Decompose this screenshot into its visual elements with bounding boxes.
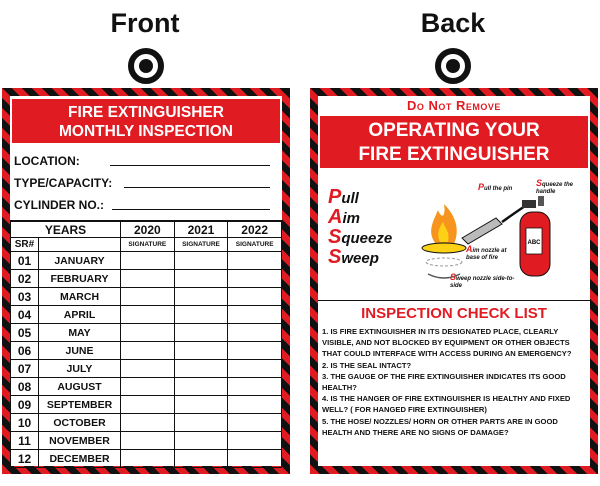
signature-cell[interactable] [228,396,282,414]
table-row [11,360,282,378]
location-label: LOCATION: [14,154,80,168]
front-heading: Front [110,8,180,38]
inspection-grid [10,220,282,466]
table-row [11,396,282,414]
month-label: MARCH [39,288,121,306]
year-2022: 2022 [228,222,282,238]
section-divider [318,300,590,301]
signature-label: SIGNATURE [121,238,175,252]
signature-cell[interactable] [228,432,282,450]
signature-cell[interactable] [121,324,175,342]
signature-cell[interactable] [174,288,228,306]
year-2021: 2021 [174,222,228,238]
signature-cell[interactable] [174,378,228,396]
signature-cell[interactable] [228,360,282,378]
signature-cell[interactable] [174,360,228,378]
checklist [322,326,586,438]
sr-number: 02 [11,270,39,288]
signature-cell[interactable] [228,450,282,468]
sr-number: 09 [11,396,39,414]
sr-number: 06 [11,342,39,360]
annotation-squeeze: Squeeze the handle [536,178,574,195]
signature-cell[interactable] [228,324,282,342]
tag-hole-front [128,48,164,84]
signature-label: SIGNATURE [174,238,228,252]
title-line-1: OPERATING YOUR [368,120,540,141]
signature-cell[interactable] [174,324,228,342]
table-row [11,342,282,360]
header-line-2: MONTHLY INSPECTION [59,123,233,140]
month-label: AUGUST [39,378,121,396]
annotation-pull: Pull the pin [478,182,513,192]
month-label: JULY [39,360,121,378]
signature-cell[interactable] [121,432,175,450]
table-row [11,306,282,324]
signature-cell[interactable] [228,414,282,432]
signature-cell[interactable] [174,432,228,450]
checklist-item: 4. IS THE HANGER OF FIRE EXTINGUISHER IS HEALTHY AND FIXED WELL? ( FOR HANGED FIRE EXTINGUISHER) [322,394,571,415]
header-line-1: FIRE EXTINGUISHER [68,104,224,121]
signature-cell[interactable] [228,270,282,288]
signature-cell[interactable] [121,252,175,270]
table-row [11,450,282,468]
signature-cell[interactable] [121,306,175,324]
signature-cell[interactable] [228,306,282,324]
checklist-item: 5. THE HOSE/ NOZZLES/ HORN OR OTHER PARTS ARE IN GOOD HEALTH AND THERE ARE NO SIGNS OF DAMAGE? [322,416,558,437]
front-tag [2,88,290,474]
signature-label: SIGNATURE [228,238,282,252]
month-label: JUNE [39,342,121,360]
table-row [11,270,282,288]
type-capacity-field[interactable] [14,176,112,190]
pass-acronym [328,188,392,268]
svg-text:ABC: ABC [527,240,541,246]
table-row [11,252,282,270]
location-field[interactable] [14,154,80,168]
flame-icon [431,204,457,244]
annotation-aim: Aim nozzle at base of fire [466,244,507,261]
checklist-item: 1. IS FIRE EXTINGUISHER IN ITS DESIGNATED PLACE, CLEARLY VISIBLE, AND NOT BLOCKED BY EQUIPMENT OR OTHER OBJECTS THAT COULD INTERFACE WITH ACCESS DURING AN EMERGENCY? [322,327,572,359]
pass-aim: Aim [328,206,360,228]
sr-number: 04 [11,306,39,324]
cylinder-line[interactable] [112,209,270,210]
month-label: MAY [39,324,121,342]
back-heading: Back [420,8,486,38]
month-label: DECEMBER [39,450,121,468]
front-header [12,99,280,143]
signature-cell[interactable] [121,270,175,288]
signature-cell[interactable] [121,360,175,378]
handle-icon [522,200,536,208]
table-row [11,432,282,450]
sr-number: 01 [11,252,39,270]
operating-title [320,116,588,168]
signature-cell[interactable] [174,270,228,288]
cylinder-field[interactable] [14,198,104,212]
signature-cell[interactable] [121,414,175,432]
years-label: YEARS [11,222,121,238]
back-tag [310,88,598,474]
cylinder-label: CYLINDER NO.: [14,198,104,212]
signature-cell[interactable] [174,306,228,324]
signature-cell[interactable] [174,414,228,432]
tag-hole-back [435,48,471,84]
pass-squeeze: Squeeze [328,226,393,248]
month-label: OCTOBER [39,414,121,432]
signature-cell[interactable] [228,288,282,306]
sr-number: 03 [11,288,39,306]
month-label: FEBRUARY [39,270,121,288]
sr-number: 10 [11,414,39,432]
signature-cell[interactable] [228,378,282,396]
signature-cell[interactable] [228,342,282,360]
month-label: APRIL [39,306,121,324]
sr-number: 12 [11,450,39,468]
type-capacity-line[interactable] [124,187,270,188]
annotation-sweep: Sweep nozzle side-to-side [450,272,515,289]
signature-cell[interactable] [228,252,282,270]
signature-cell[interactable] [121,396,175,414]
signature-cell[interactable] [174,342,228,360]
signature-cell[interactable] [174,450,228,468]
signature-cell[interactable] [121,342,175,360]
sr-number: 11 [11,432,39,450]
table-row [11,414,282,432]
table-row [11,288,282,306]
checklist-item: 3. THE GAUGE OF THE FIRE EXTINGUISHER INDICATES ITS GOOD HEALTH? [322,371,566,393]
sr-number: 07 [11,360,39,378]
location-line[interactable] [110,165,270,166]
year-2020: 2020 [121,222,175,238]
month-label: SEPTEMBER [39,396,121,414]
signature-cell[interactable] [121,450,175,468]
do-not-remove-label: Do Not Remove [407,98,501,113]
table-row [11,378,282,396]
type-capacity-label: TYPE/CAPACITY: [14,176,113,190]
checklist-item: 2. IS THE SEAL INTACT? [322,360,412,370]
pass-pull: Pull [328,186,359,208]
signature-cell[interactable] [121,288,175,306]
signature-cell[interactable] [174,252,228,270]
signature-cell[interactable] [174,396,228,414]
sr-number: 05 [11,324,39,342]
checklist-title: INSPECTION CHECK LIST [361,305,547,322]
signature-cell[interactable] [121,378,175,396]
sr-label: SR# [11,238,39,252]
sr-number: 08 [11,378,39,396]
pass-sweep: Sweep [328,246,379,268]
table-row [11,324,282,342]
month-label: JANUARY [39,252,121,270]
title-line-2: FIRE EXTINGUISHER [358,144,550,165]
month-label: NOVEMBER [39,432,121,450]
